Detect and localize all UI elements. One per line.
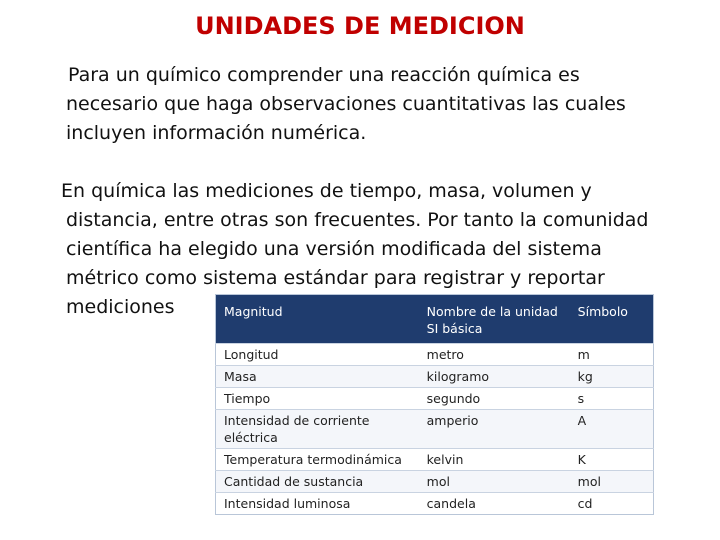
intro-line-2: necesario que haga observaciones cuantitativas las cuales bbox=[66, 93, 626, 115]
table-row bbox=[216, 493, 654, 515]
intro-line-1: Para un químico comprender una reacción química es bbox=[68, 64, 580, 86]
cell-unit: mol bbox=[419, 471, 570, 493]
measurements-line-4: métrico como sistema estándar para registrar y reportar bbox=[66, 267, 605, 289]
header-unit-name-line2: SI básica bbox=[426, 321, 483, 336]
cell-unit: metro bbox=[419, 344, 570, 366]
cell-magnitude: Intensidad luminosa bbox=[216, 493, 419, 515]
table-header-row bbox=[216, 295, 654, 344]
cell-symbol: m bbox=[570, 344, 654, 366]
cell-symbol: A bbox=[570, 410, 654, 449]
cell-symbol: kg bbox=[570, 366, 654, 388]
cell-magnitude: Cantidad de sustancia bbox=[216, 471, 419, 493]
cell-symbol: mol bbox=[570, 471, 654, 493]
header-unit-name bbox=[419, 295, 570, 344]
measurements-line-5: mediciones bbox=[66, 296, 175, 318]
header-magnitude: Magnitud bbox=[216, 295, 419, 344]
cell-symbol: cd bbox=[570, 493, 654, 515]
table-row bbox=[216, 344, 654, 366]
cell-magnitude: Masa bbox=[216, 366, 419, 388]
measurements-line-1: En química las mediciones de tiempo, masa, volumen y bbox=[61, 180, 592, 202]
slide-title: UNIDADES DE MEDICION bbox=[195, 12, 525, 40]
cell-unit: segundo bbox=[419, 388, 570, 410]
table-row bbox=[216, 388, 654, 410]
cell-unit: kelvin bbox=[419, 449, 570, 471]
cell-unit: kilogramo bbox=[419, 366, 570, 388]
measurements-line-2: distancia, entre otras son frecuentes. Por tanto la comunidad bbox=[66, 209, 649, 231]
cell-symbol: s bbox=[570, 388, 654, 410]
cell-magnitude: Tiempo bbox=[216, 388, 419, 410]
intro-paragraph bbox=[66, 61, 706, 148]
measurements-line-3: científica ha elegido una versión modificada del sistema bbox=[66, 238, 602, 260]
header-unit-name-line1: Nombre de la unidad bbox=[426, 304, 558, 319]
table-row bbox=[216, 410, 654, 449]
table-row bbox=[216, 449, 654, 471]
si-units-table bbox=[215, 294, 654, 515]
cell-magnitude: Longitud bbox=[216, 344, 419, 366]
cell-magnitude: Temperatura termodinámica bbox=[216, 449, 419, 471]
cell-magnitude bbox=[216, 410, 419, 449]
table-row bbox=[216, 366, 654, 388]
cell-unit: amperio bbox=[419, 410, 570, 449]
cell-magnitude-line2: eléctrica bbox=[224, 430, 278, 445]
header-symbol: Símbolo bbox=[570, 295, 654, 344]
table-row bbox=[216, 471, 654, 493]
cell-unit: candela bbox=[419, 493, 570, 515]
cell-symbol: K bbox=[570, 449, 654, 471]
intro-line-3: incluyen información numérica. bbox=[66, 122, 367, 144]
cell-magnitude-line1: Intensidad de corriente bbox=[224, 413, 370, 428]
